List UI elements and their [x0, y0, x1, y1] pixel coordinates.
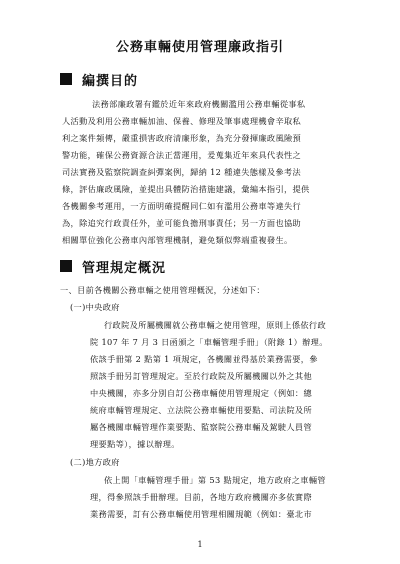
- square-bullet-icon: [60, 260, 72, 272]
- paragraph-line: 中央機關，亦多分別自訂公務車輛使用管理規定（例如：總: [90, 388, 312, 398]
- paragraph-line: 利之案件頻傳，嚴重損害政府清廉形象，為充分發揮廉政風險預: [62, 133, 302, 143]
- paragraph-line: 法務部廉政署有鑑於近年來政府機關濫用公務車輛從事私: [92, 99, 306, 109]
- section-heading-text: 編撰目的: [82, 73, 139, 89]
- section-heading-text: 管理規定概況: [82, 260, 167, 276]
- paragraph-line: 為，除追究行政責任外，並可能負擔刑事責任；另一方面也協助: [62, 218, 302, 228]
- paragraph-line: 理要點等），據以辦理。: [90, 439, 180, 449]
- list-intro: 一、目前各機關公務車輛之使用管理概況，分述如下：: [60, 285, 265, 295]
- section-heading-purpose: [60, 71, 138, 87]
- page-number: 1: [197, 540, 203, 549]
- paragraph-line: 院 107 年 7 月 3 日函頒之「車輛管理手冊」（附錄 1）辦理。: [90, 337, 328, 347]
- paragraph-line: 警功能，確保公務資源合法正當運用，爰蒐集近年來具代表性之: [62, 150, 302, 160]
- paragraph-line: 業務需要，訂有公務車輛使用管理相關規範（例如：臺北市: [90, 509, 312, 519]
- square-bullet-icon: [60, 73, 72, 85]
- section-heading-regulations: [60, 258, 166, 274]
- paragraph-line: 司法實務及監察院調查糾彈案例，歸納 12 種違失態樣及參考法: [62, 167, 301, 177]
- paragraph-line: 行政院及所屬機關就公務車輛之使用管理，原則上係依行政: [104, 320, 326, 330]
- paragraph-line: 統府車輛管理規定、立法院公務車輛使用要點、司法院及所: [90, 405, 312, 415]
- paragraph-line: 各機關參考運用，一方面明確提醒同仁如有濫用公務車等違失行: [62, 201, 302, 211]
- subsection-label-local: (二)地方政府: [70, 457, 120, 467]
- paragraph-line: 屬各機關車輛管理作業要點、監察院公務車輛及駕駛人員管: [90, 422, 312, 432]
- paragraph-line: 照該手冊另訂管理規定。至於行政院及所屬機關以外之其他: [90, 371, 312, 381]
- paragraph-line: 依上開「車輛管理手冊」第 53 點規定，地方政府之車輛管: [104, 475, 326, 485]
- paragraph-line: 條，評估廉政風險，並提出具體防治措施建議，彙編本指引，提供: [62, 184, 310, 194]
- paragraph-line: 人活動及利用公務車輛加油、保養、修理及筆事處理機會辛取私: [62, 116, 302, 126]
- document-title: 公務車輛使用管理廉政指引: [115, 40, 284, 55]
- paragraph-line: 相關單位強化公務車內部管理機制，避免類似弊端重複發生。: [62, 235, 293, 245]
- paragraph-line: 依該手冊第 2 點第 1 項規定，各機關並得基於業務需要，參: [90, 354, 318, 364]
- paragraph-line: 理，得參照該手冊辦理。目前，各地方政府機關亦多依實際: [90, 492, 312, 502]
- subsection-label-central: (一)中央政府: [70, 302, 120, 312]
